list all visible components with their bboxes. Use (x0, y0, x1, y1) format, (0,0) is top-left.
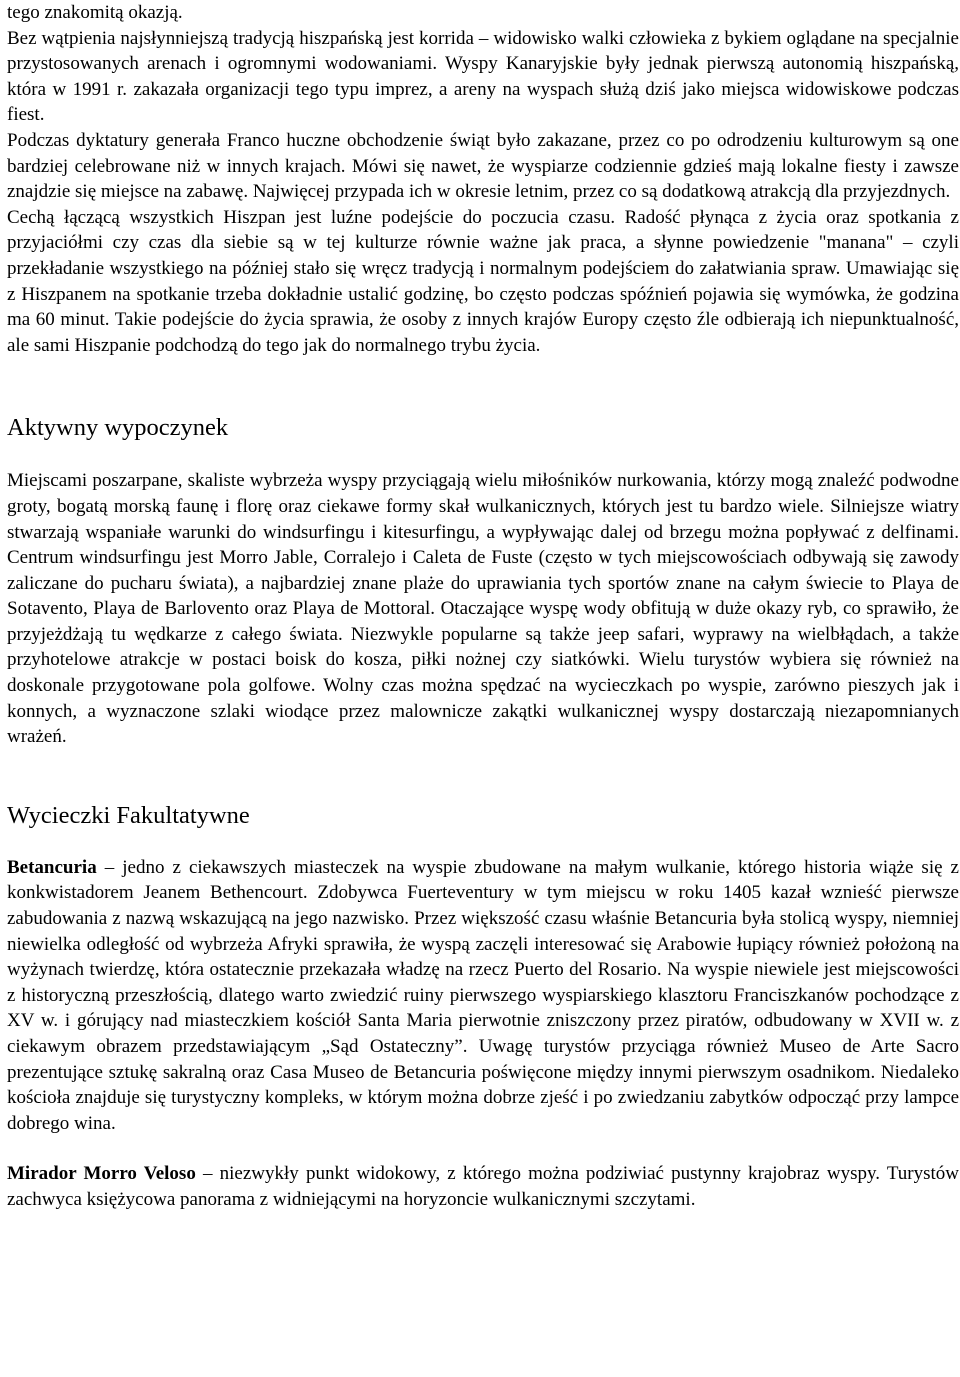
intro-paragraph-4: Cechą łączącą wszystkich Hiszpan jest luźne podejście do poczucia czasu. Radość płynąca z życia oraz spotkania z przyjaciółmi czy czas dla siebie są w tej kulturze równie ważne jak praca, a słynne powiedzenie "manana" – czyli przekładanie wszystkiego na później stało się wręcz tradycją i normalnym podejściem do załatwiania spraw. Umawiając się z Hiszpanem na spotkanie trzeba dokładnie ustalić godzinę, bo często podczas spóźnień pojawia się wymówka, że godzina ma 60 minut. Takie podejście do życia sprawia, że osoby z innych krajów Europy często źle odbierają ich niepunktualność, ale sami Hiszpanie podchodzą do tego jak do normalnego trybu życia. (7, 206, 959, 356)
excursion-entry-betancuria (7, 855, 959, 1137)
intro-paragraph-2: Bez wątpienia najsłynniejszą tradycją hiszpańską jest korrida – widowisko walki człowieka z bykiem oglądane na specjalnie przystosowanych arenach i ogromnymi wodowaniami. Wyspy Kanaryjskie były jednak pierwszą autonomią hiszpańską, która w 1991 r. zakazała organizacji tego typu imprez, a areny na wyspach służą dziś jako miejsca widowiskowe podczas fiest. (7, 27, 959, 126)
section-heading-active: Aktywny wypoczynek (7, 414, 229, 442)
excursion-name: Betancuria (7, 856, 97, 878)
active-paragraph: Miejscami poszarpane, skaliste wybrzeża wyspy przyciągają wielu miłośników nurkowania, którzy mogą znaleźć podwodne groty, bogatą morską faunę i florę oraz ciekawe formy skał wulkanicznych, których jest tu bardzo wiele. Silniejsze wiatry stwarzają wspaniałe warunki do windsurfingu i kitesurfingu, a wypływając dalej od brzegu można popływać z delfinami. Centrum windsurfingu jest Morro Jable, Corralejo i Caleta de Fuste (często w tych miejscowościach odbywają się zawody zaliczane do pucharu świata), a najbardziej znane plaże do uprawiania tych sportów znane na całym świecie to Playa de Sotavento, Playa de Barlovento oraz Playa de Mottoral. Otaczające wyspę wody obfitują w duże okazy ryb, co sprawiło, że przyjeżdżają tu wędkarze z całego świata. Niezwykle popularne są także jeep safari, wyprawy na wielbłądach, a także przyhotelowe atrakcje w postaci boisk do kosza, piłki nożnej czy siatkówki. Wielu turystów wybiera się również na doskonale przygotowane pola golfowe. Wolny czas można spędzać na wycieczkach po wyspie, zarówno pieszych jak i konnych, a wyznaczone szlaki wiodące przez malownicze zakątki wulkanicznej wyspy dostarczają niezapomnianych wrażeń. (7, 470, 959, 748)
excursion-text: – jedno z ciekawszych miasteczek na wyspie zbudowane na małym wulkanie, którego historia wiąże się z konkwistadorem Jeanem Bethencourt. Zdobywca Fuerteventury w tym miejscu w roku 1405 kazał wznieść pierwsze zabudowania z nazwą wskazującą na jego nazwisko. Przez większość czasu właśnie Betancuria była stolicą wyspy, niemniej niewielka odległość od wybrzeża Afryki sprawiła, że wyspą zaczęli interesować się Arabowie łupiący również położoną na wyżynach twierdzę, która ostatecznie przekazała władzę na rzecz Puerto del Rosario. Na wyspie niewiele jest miejscowości z historyczną przeszłością, dlatego warto zwiedzić ruiny pierwszego wyspiarskiego klasztoru Franciszkanów pochodzące z XV w. i górujący nad miasteczkiem kościół Santa Maria pierwotnie zniszczony przez piratów, odbudowany w XVII w. z ciekawym obrazem przedstawiającym „Sąd Ostateczny”. Uwagę turystów przyciąga również Museo de Arte Sacro prezentujące sztukę sakralną oraz Casa Museo de Betancuria poświęcone między innymi pierwszym osadnikom. Niedaleko kościoła znajduje się turystyczny kompleks, w którym można dobrze zjeść i po zwiedzaniu zabytków odpocząć przy lampce dobrego wina. (7, 856, 959, 1134)
excursion-entry-mirador (7, 1161, 959, 1212)
intro-paragraph-3: Podczas dyktatury generała Franco huczne obchodzenie świąt było zakazane, przez co po odrodzeniu kulturowym są one bardziej celebrowane niż w innych krajach. Mówi się nawet, że wyspiarze codziennie gdzieś mają lokalne fiesty i zawsze znajdzie się miejsce na zabawę. Najwięcej przypada ich w okresie letnim, przez co są dodatkową atrakcją dla przyjezdnych. (7, 129, 959, 203)
excursion-text: – niezwykły punkt widokowy, z którego można podziwiać pustynny krajobraz wyspy. Turystów zachwyca księżycowa panorama z widniejącymi na horyzoncie wulkanicznymi szczytami. (7, 1163, 959, 1210)
excursion-name: Mirador Morro Veloso (7, 1163, 196, 1185)
section-heading-excursions: Wycieczki Fakultatywne (7, 801, 250, 829)
intro-paragraph-1: tego znakomitą okazją. (7, 2, 183, 23)
document-page (7, 0, 959, 1213)
